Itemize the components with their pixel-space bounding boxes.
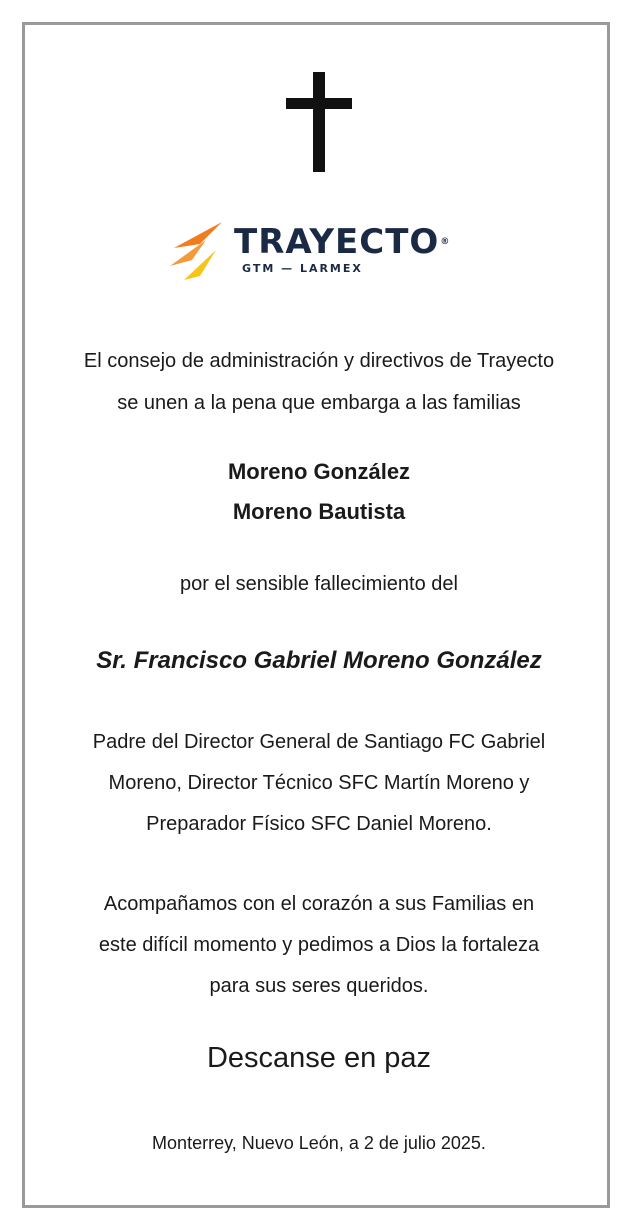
intro-paragraph: El consejo de administración y directivos de Trayecto se unen a la pena que embarga a las familias — [83, 350, 555, 414]
condolence-paragraph: Acompañamos con el corazón a sus Familias en este difícil momento y pedimos a Dios la fortaleza para sus seres queridos. — [98, 893, 540, 997]
brand-wordmark: TRAYECTO® — [234, 222, 451, 262]
families-names: Moreno González Moreno Bautista — [227, 459, 411, 524]
place-date: Monterrey, Nuevo León, a 2 de julio 2025. — [152, 1133, 486, 1153]
passing-text: por el sensible fallecimiento del — [180, 573, 458, 595]
card-frame — [22, 22, 610, 1208]
cross-icon — [286, 72, 352, 172]
relation-paragraph: Padre del Director General de Santiago FC Gabriel Moreno, Director Técnico SFC Martín Moreno y Preparador Físico SFC Daniel Moreno. — [92, 731, 546, 835]
deceased-name: Sr. Francisco Gabriel Moreno González — [96, 647, 542, 674]
trayecto-mark-icon — [170, 222, 228, 280]
brand-tagline: GTM — LARMEX — [242, 262, 363, 275]
rest-in-peace: Descanse en paz — [206, 1042, 432, 1074]
trayecto-logo — [170, 218, 470, 282]
